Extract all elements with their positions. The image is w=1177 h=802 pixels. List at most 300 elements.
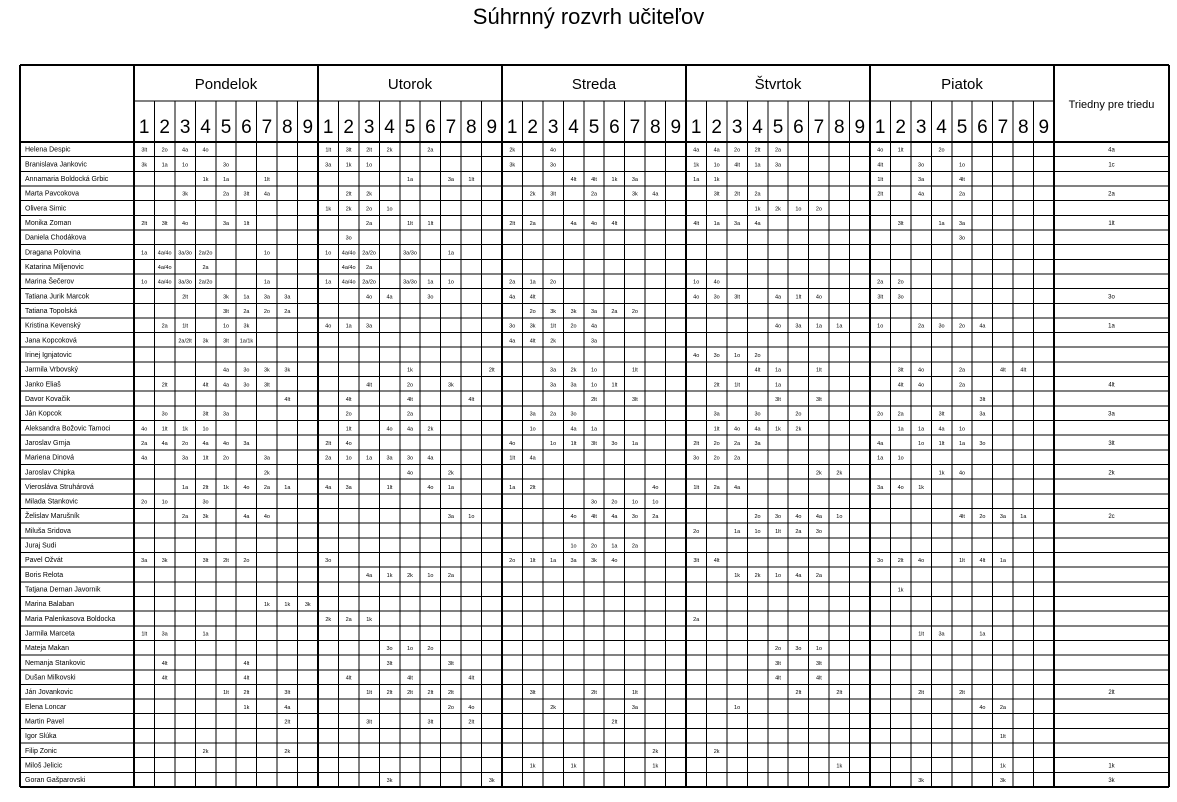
schedule-cell: 2k (447, 470, 454, 477)
schedule-cell: 3lt (284, 690, 291, 697)
period-number: 6 (425, 117, 436, 138)
schedule-cell: 4lt (366, 382, 373, 389)
teacher-name: Dušan Milkovski (25, 674, 76, 682)
schedule-cell: 2a (263, 484, 270, 491)
schedule-cell: 3o (713, 294, 720, 301)
schedule-cell: 3k (304, 602, 311, 609)
schedule-cell: 2o (713, 440, 720, 447)
schedule-cell: 4a (406, 426, 414, 433)
class-teacher-value: 1a (1108, 323, 1115, 330)
teacher-name: Jaroslav Grnja (25, 439, 71, 447)
teacher-name: Janko Eliaš (25, 381, 61, 389)
schedule-cell: 1lt (223, 690, 229, 697)
schedule-cell: 1k (263, 602, 270, 609)
schedule-cell: 1k (284, 602, 291, 609)
schedule-cell: 3o (202, 499, 209, 506)
schedule-cell: 3k (243, 323, 250, 330)
schedule-cell: 3o (877, 558, 884, 565)
schedule-cell: 3k (591, 558, 597, 565)
schedule-cell: 1o (795, 206, 802, 213)
period-number: 9 (486, 117, 498, 138)
schedule-cell: 2a (611, 308, 618, 315)
schedule-cell: 1o (590, 382, 598, 389)
schedule-cell: 2lt (529, 484, 536, 491)
schedule-cell: 2k (713, 748, 720, 755)
schedule-cell: 4a (570, 221, 577, 228)
schedule-cell: 4lt (243, 660, 250, 667)
schedule-cell: 3a (529, 411, 536, 418)
schedule-cell: 4lt (775, 675, 781, 682)
teacher-name: Monika Zoman (25, 220, 72, 228)
schedule-cell: 3k (284, 367, 291, 374)
period-number: 9 (1038, 117, 1050, 138)
schedule-cell: 2o (366, 206, 373, 213)
schedule-cell: 2k (836, 470, 843, 477)
schedule-cell: 3lt (734, 294, 741, 301)
schedule-cell: 4o (550, 147, 557, 154)
schedule-cell: 3a/3o (403, 250, 417, 257)
schedule-cell: 1k (652, 763, 659, 770)
period-number: 3 (915, 117, 927, 138)
schedule-cell: 1k (386, 572, 393, 579)
schedule-cell: 1lt (366, 690, 373, 697)
schedule-cell: 3o (795, 646, 802, 653)
schedule-cell: 1a (631, 440, 638, 447)
period-number: 8 (650, 117, 661, 138)
schedule-cell: 3a (550, 367, 557, 374)
schedule-cell: 2lt (427, 690, 434, 697)
schedule-cell: 2o (958, 323, 966, 330)
schedule-cell: 2o (795, 411, 802, 418)
schedule-cell: 1lt (202, 455, 209, 462)
schedule-cell: 4lt (734, 162, 741, 169)
schedule-cell: 4o (774, 323, 782, 330)
schedule-cell: 4a/4o (341, 250, 356, 257)
schedule-cell: 1lt (795, 294, 802, 301)
teacher-name: Ján Kopcok (25, 410, 62, 418)
schedule-cell: 4o (877, 147, 884, 154)
teacher-name: Annamaria Boldocká Grbic (25, 176, 109, 184)
schedule-cell: 4a (284, 704, 291, 711)
schedule-cell: 3o (897, 294, 904, 301)
class-teacher-value: 1c (1108, 162, 1115, 169)
schedule-cell: 3a (345, 484, 352, 491)
schedule-cell: 3a (795, 323, 802, 330)
period-number: 3 (547, 117, 559, 138)
schedule-cell: 3a (713, 411, 720, 418)
schedule-cell: 2lt (488, 367, 495, 374)
schedule-cell: 4o (141, 426, 148, 433)
schedule-cell: 1lt (897, 147, 904, 154)
schedule-cell: 2a/2o (362, 250, 376, 257)
schedule-cell: 2o (815, 206, 822, 213)
schedule-cell: 2o (406, 382, 414, 389)
schedule-cell: 2a (366, 265, 373, 272)
class-teacher-value: 3a (1108, 411, 1115, 418)
schedule-cell: 2lt (447, 690, 454, 697)
schedule-cell: 4lt (407, 675, 413, 682)
schedule-cell: 2a (366, 221, 373, 228)
schedule-cell: 1a (999, 558, 1006, 565)
teacher-name: Marina Balaban (25, 601, 75, 609)
schedule-cell: 4a/4o (341, 279, 356, 286)
schedule-cell: 1a (897, 426, 904, 433)
schedule-cell: 2a/2o (198, 279, 213, 286)
schedule-cell: 3a (141, 558, 148, 565)
schedule-cell: 4o (182, 221, 189, 228)
schedule-cell: 1lt (182, 323, 189, 330)
schedule-cell: 1a (161, 162, 168, 169)
schedule-cell: 4a/4o (157, 279, 172, 286)
schedule-cell: 1o (958, 426, 966, 433)
teacher-name: Jaroslav Chipka (25, 469, 75, 477)
schedule-cell: 3o (570, 411, 577, 418)
schedule-cell: 4a/4o (341, 265, 356, 272)
schedule-cell: 3lt (693, 558, 700, 565)
schedule-cell: 3a (182, 455, 189, 462)
schedule-cell: 1o (897, 455, 904, 462)
schedule-cell: 1lt (631, 690, 638, 697)
schedule-cell: 4a/4o (157, 250, 172, 257)
schedule-cell: 1lt (427, 221, 434, 228)
schedule-cell: 2lt (345, 191, 352, 198)
schedule-cell: 4a (795, 572, 802, 579)
period-number: 5 (772, 117, 784, 138)
schedule-cell: 3o (161, 411, 168, 418)
schedule-cell: 4o (590, 221, 598, 228)
teacher-name: Mateja Makan (25, 645, 69, 653)
schedule-cell: 3a (447, 514, 454, 521)
schedule-cell: 4a (774, 294, 782, 301)
schedule-cell: 3k (263, 367, 270, 374)
schedule-cell: 2o (182, 440, 189, 447)
schedule-cell: 3a (386, 455, 393, 462)
schedule-cell: 1a (263, 279, 270, 286)
schedule-cell: 2o (263, 308, 270, 315)
schedule-cell: 3o (590, 499, 598, 506)
day-header: Streda (571, 76, 617, 93)
teacher-name: Boris Relota (25, 571, 64, 579)
schedule-cell: 2o (877, 411, 884, 418)
schedule-cell: 1lt (918, 631, 925, 638)
schedule-cell: 4a (222, 367, 230, 374)
period-number: 3 (731, 117, 743, 138)
teacher-name: Filip Zonic (25, 747, 57, 755)
schedule-cell: 1o (141, 279, 148, 286)
schedule-cell: 1k (223, 484, 229, 491)
teacher-name: Irinej Ignjatovic (25, 351, 72, 359)
schedule-cell: 4a (815, 514, 822, 521)
teacher-name: Jana Kopcoková (25, 337, 77, 345)
schedule-cell: 1a (550, 558, 557, 565)
schedule-cell: 2a (182, 514, 189, 521)
schedule-cell: 4a (979, 323, 986, 330)
teacher-name: Milada Stankovic (25, 498, 78, 506)
schedule-cell: 1k (938, 470, 945, 477)
schedule-cell: 1lt (959, 558, 965, 565)
period-number: 4 (568, 117, 579, 138)
schedule-cell: 1o (325, 250, 332, 257)
schedule-cell: 2o (590, 543, 598, 550)
schedule-cell: 2lt (284, 719, 291, 726)
teacher-name: Marina Šečerov (25, 278, 75, 286)
schedule-cell: 4o (918, 558, 925, 565)
schedule-cell: 1o (815, 646, 822, 653)
teacher-name: Tatiana Topolská (25, 307, 78, 315)
schedule-cell: 4a (182, 147, 189, 154)
schedule-cell: 1k (693, 162, 700, 169)
teacher-name: Aleksandra Božovic Tamoci (25, 425, 111, 433)
schedule-cell: 1a (243, 294, 250, 301)
schedule-cell: 2a (243, 308, 250, 315)
schedule-cell: 1o (918, 440, 925, 447)
schedule-cell: 4lt (693, 221, 700, 228)
schedule-cell: 2lt (161, 382, 168, 389)
class-teacher-value: 3lt (1108, 440, 1115, 447)
schedule-cell: 3a (161, 631, 168, 638)
schedule-cell: 3k (141, 162, 148, 169)
schedule-cell: 2a (693, 616, 700, 623)
schedule-cell: 2a (999, 704, 1006, 711)
schedule-cell: 3a (631, 177, 638, 184)
schedule-cell: 2lt (325, 440, 332, 447)
schedule-cell: 4o (713, 279, 720, 286)
schedule-cell: 4o (243, 484, 250, 491)
schedule-cell: 4lt (284, 396, 291, 403)
schedule-cell: 3a (263, 294, 270, 301)
schedule-cell: 3lt (366, 719, 373, 726)
schedule-cell: 1a (754, 162, 761, 169)
schedule-cell: 2k (202, 748, 209, 755)
schedule-cell: 1o (202, 426, 209, 433)
schedule-cell: 1k (570, 763, 577, 770)
schedule-cell: 3a (979, 411, 986, 418)
schedule-cell: 3lt (161, 221, 168, 228)
schedule-cell: 4lt (243, 675, 250, 682)
schedule-cell: 1o (447, 279, 454, 286)
schedule-cell: 2lt (918, 690, 925, 697)
schedule-cell: 2k (550, 704, 557, 711)
schedule-cell: 2o (570, 323, 577, 330)
schedule-cell: 3lt (591, 440, 597, 447)
schedule-cell: 1lt (243, 221, 250, 228)
schedule-cell: 1o (590, 367, 598, 374)
schedule-cell: 2lt (141, 221, 148, 228)
schedule-cell: 4lt (877, 162, 884, 169)
schedule-cell: 1lt (325, 147, 332, 154)
schedule-cell: 1k (345, 162, 352, 169)
schedule-cell: 3o (243, 382, 250, 389)
schedule-cell: 3lt (447, 660, 454, 667)
schedule-cell: 2o (693, 528, 700, 535)
schedule-cell: 2o (938, 147, 945, 154)
teacher-name: Nemanja Stankovic (25, 659, 86, 667)
schedule-cell: 2o (550, 279, 557, 286)
schedule-cell: 2lt (468, 719, 475, 726)
schedule-cell: 2lt (611, 719, 618, 726)
schedule-cell: 2a/2o (198, 250, 213, 257)
schedule-cell: 3lt (243, 191, 250, 198)
day-header: Pondelok (194, 76, 258, 93)
schedule-cell: 3o (325, 558, 332, 565)
schedule-cell: 3o (631, 514, 638, 521)
schedule-cell: 1o (406, 646, 414, 653)
schedule-cell: 2k (795, 426, 802, 433)
schedule-cell: 4a (570, 426, 577, 433)
schedule-cell: 4lt (468, 675, 475, 682)
schedule-cell: 2k (263, 470, 270, 477)
schedule-cell: 1o (468, 514, 475, 521)
schedule-cell: 3k (223, 294, 229, 301)
schedule-cell: 1lt (529, 558, 536, 565)
schedule-cell: 1a (590, 426, 598, 433)
period-number: 9 (854, 117, 866, 138)
schedule-cell: 4o (345, 440, 352, 447)
schedule-cell: 2a (897, 411, 904, 418)
schedule-cell: 3o (345, 235, 352, 242)
schedule-cell: 4o (693, 352, 700, 359)
schedule-cell: 4a (529, 455, 536, 462)
schedule-cell: 4lt (999, 367, 1006, 374)
schedule-cell: 3a (999, 514, 1006, 521)
schedule-cell: 1o (161, 499, 168, 506)
schedule-cell: 1lt (407, 221, 413, 228)
teacher-name: Vierosláva Struhárová (25, 483, 94, 491)
schedule-cell: 1a (325, 279, 332, 286)
schedule-cell: 4a (202, 440, 209, 447)
class-teacher-value: 4lt (1108, 382, 1115, 389)
schedule-cell: 3a (631, 704, 638, 711)
period-number: 5 (220, 117, 232, 138)
schedule-cell: 3o (774, 514, 782, 521)
schedule-cell: 4lt (754, 367, 761, 374)
schedule-cell: 3k (202, 338, 209, 345)
schedule-cell: 3o (938, 323, 945, 330)
period-number: 9 (670, 117, 682, 138)
schedule-cell: 4o (509, 440, 516, 447)
schedule-cell: 3lt (877, 294, 884, 301)
schedule-cell: 3a (570, 382, 577, 389)
schedule-cell: 4a (754, 426, 761, 433)
schedule-cell: 1k (999, 763, 1006, 770)
schedule-cell: 2a (734, 455, 741, 462)
schedule-cell: 2lt (713, 382, 720, 389)
schedule-cell: 3a (938, 631, 945, 638)
schedule-cell: 4a (877, 440, 884, 447)
period-number: 1 (874, 117, 886, 138)
schedule-cell: 2k (550, 338, 557, 345)
schedule-cell: 1k (325, 206, 332, 213)
schedule-cell: 3k (529, 323, 536, 330)
teacher-name: Dragana Polovina (25, 249, 81, 257)
schedule-cell: 3a (958, 221, 966, 228)
schedule-cell: 4o (918, 367, 925, 374)
schedule-cell: 1a (836, 323, 843, 330)
schedule-cell: 2a (795, 528, 802, 535)
schedule-cell: 3lt (427, 719, 434, 726)
schedule-cell: 3o (427, 294, 434, 301)
period-number: 1 (138, 117, 150, 138)
teacher-name: Pavel Ožvát (25, 557, 63, 565)
teacher-name: Želislav Marušník (25, 513, 80, 521)
schedule-cell: 3lt (141, 147, 148, 154)
schedule-cell: 1o (774, 572, 782, 579)
schedule-cell: 1a (141, 250, 148, 257)
schedule-cell: 4o (325, 323, 332, 330)
schedule-cell: 1o (182, 162, 189, 169)
schedule-cell: 2o (897, 279, 904, 286)
schedule-cell: 2o (161, 147, 168, 154)
schedule-cell: 1a (529, 279, 536, 286)
class-teacher-value: 2k (1108, 470, 1115, 477)
schedule-cell: 4a (611, 514, 618, 521)
teacher-name: Miloš Jelicic (25, 762, 63, 770)
schedule-cell: 2o (754, 514, 761, 521)
schedule-cell: 4a (325, 484, 332, 491)
schedule-cell: 3a (774, 162, 782, 169)
schedule-cell: 3o (815, 528, 822, 535)
schedule-cell: 1a (222, 177, 230, 184)
schedule-cell: 4a/4o (157, 265, 172, 272)
schedule-cell: 1k (366, 616, 373, 623)
schedule-cell: 2a (958, 367, 966, 374)
schedule-cell: 2lt (366, 147, 373, 154)
schedule-cell: 3a (447, 177, 454, 184)
schedule-cell: 4o (263, 514, 270, 521)
schedule-cell: 4lt (815, 675, 822, 682)
period-number: 7 (813, 117, 825, 138)
schedule-cell: 1k (734, 572, 741, 579)
schedule-cell: 4lt (345, 675, 352, 682)
schedule-cell: 2k (366, 191, 373, 198)
schedule-cell: 3lt (202, 411, 209, 418)
schedule-cell: 1lt (999, 734, 1006, 741)
schedule-cell: 4a (243, 514, 250, 521)
teacher-name: Marta Pavcokova (25, 190, 80, 198)
schedule-cell: 2lt (959, 690, 965, 697)
schedule-cell: 2o (611, 499, 618, 506)
schedule-cell: 1a (958, 440, 966, 447)
schedule-cell: 4o (406, 470, 414, 477)
schedule-cell: 3a (284, 294, 291, 301)
schedule-cell: 3o (406, 455, 414, 462)
schedule-cell: 3lt (263, 382, 270, 389)
schedule-cell: 1a (979, 631, 986, 638)
schedule-cell: 1o (550, 440, 557, 447)
schedule-cell: 2a (202, 265, 209, 272)
schedule-cell: 2a (958, 382, 966, 389)
schedule-cell: 2a (774, 147, 782, 154)
schedule-cell: 2lt (509, 221, 516, 228)
schedule-cell: 2k (652, 748, 659, 755)
schedule-cell: 3k (161, 558, 168, 565)
schedule-cell: 1o (386, 206, 393, 213)
teacher-name: Miluša Sridova (25, 527, 71, 535)
schedule-cell: 2o (222, 455, 230, 462)
schedule-cell: 4a (366, 572, 373, 579)
schedule-cell: 1k (754, 206, 761, 213)
schedule-cell: 1k (775, 426, 781, 433)
schedule-cell: 1lt (775, 528, 781, 535)
period-number: 2 (159, 117, 170, 138)
schedule-cell: 2a (141, 440, 148, 447)
teacher-name: Kristina Kevenský (25, 322, 81, 330)
schedule-cell: 1a (366, 455, 373, 462)
period-number: 7 (997, 117, 1009, 138)
schedule-cell: 1a (509, 484, 516, 491)
class-teacher-value: 3o (1108, 294, 1115, 301)
schedule-cell: 3k (182, 191, 189, 198)
